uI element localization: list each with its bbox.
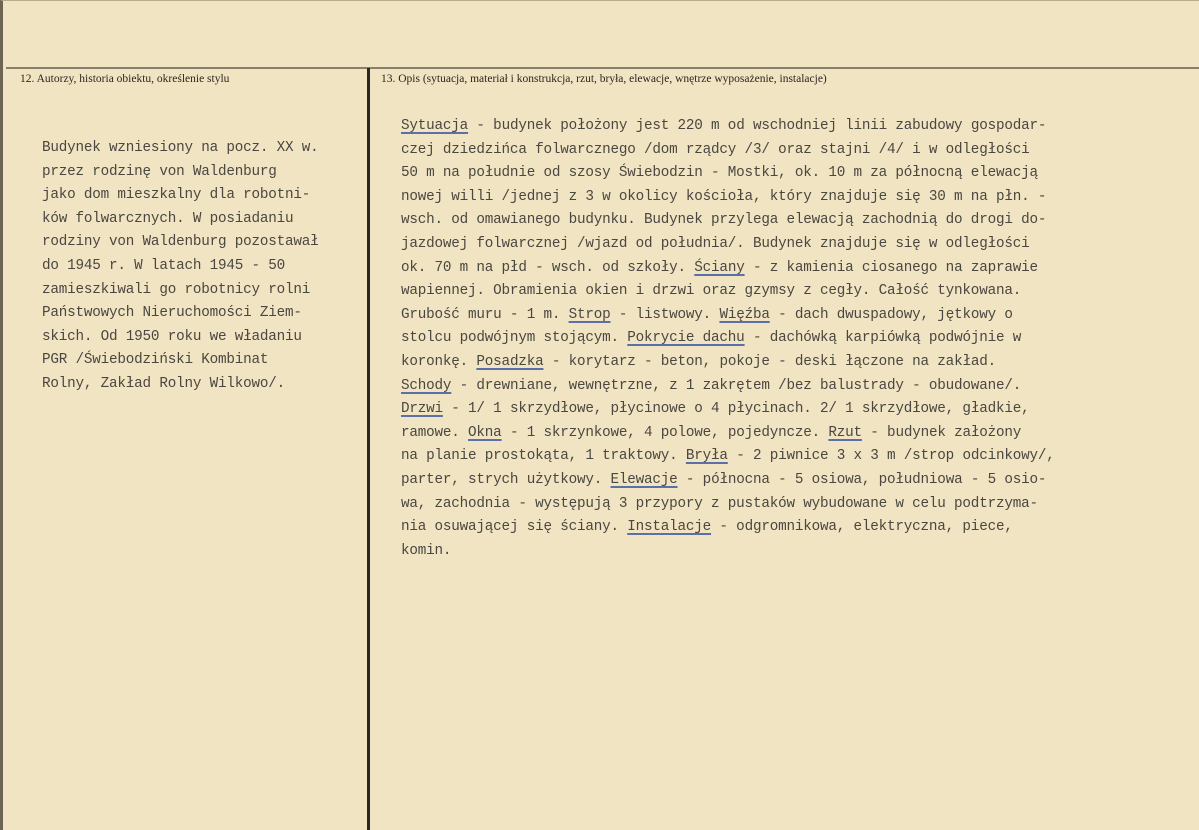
text-segment: wa, zachodnia - występują 3 przypory z pustaków wybudowane w celu podtrzyma- (401, 495, 1038, 512)
text-line (401, 516, 1181, 540)
section-keyword: Elewacje (610, 471, 678, 488)
text-segment: - 2 piwnice 3 x 3 m /strop odcinkowy/, (727, 448, 1055, 465)
text-line (401, 351, 1181, 375)
text-segment: - z kamienia ciosanego na zaprawie (744, 259, 1038, 276)
column-divider (367, 68, 370, 830)
text-line (401, 304, 1181, 328)
section-keyword: Ściany (694, 259, 745, 276)
text-line (401, 115, 1181, 139)
text-segment: nowej willi /jednej z 3 w okolicy kościoła, który znajduje się 30 m na płn. - (401, 188, 1047, 205)
text-segment: - drewniane, wewnętrzne, z 1 zakrętem /bez balustrady - obudowane/. (451, 377, 1022, 394)
section-keyword: Posadzka (476, 353, 544, 370)
text-segment: komin. (401, 542, 452, 559)
section-keyword: Pokrycie dachu (627, 330, 745, 347)
section-keyword: Więźba (719, 306, 770, 323)
text-line: PGR /Świebodziński Kombinat (42, 352, 269, 369)
section-13-header: 13. Opis (sytuacja, materiał i konstrukcja, rzut, bryła, elewacje, wnętrze wyposażenie, instalacje) (381, 73, 827, 85)
text-segment: - budynek położony jest 220 m od wschodniej linii zabudowy gospodar- (468, 118, 1047, 134)
text-line (401, 398, 1181, 422)
section-keyword: Schody (401, 377, 452, 394)
text-line (401, 493, 1181, 517)
text-segment: wsch. od omawianego budynku. Budynek przylega elewacją zachodnią do drogi do- (401, 212, 1047, 229)
section-12-header: 12. Autorzy, historia obiektu, określenie stylu (20, 73, 230, 85)
text-segment: stolcu podwójnym stojącym. (401, 330, 628, 347)
text-line: skich. Od 1950 roku we władaniu (42, 328, 302, 345)
text-segment: jazdowej folwarcznej /wjazd od południa/. Budynek znajduje się w odległości (401, 235, 1030, 252)
text-line (401, 139, 1181, 163)
text-segment: - listwowy. (610, 306, 720, 323)
text-line: do 1945 r. W latach 1945 - 50 (42, 257, 286, 274)
text-segment: - budynek założony (861, 424, 1022, 441)
section-keyword: Okna (468, 424, 502, 441)
text-line (401, 540, 1181, 564)
section-keyword: Rzut (828, 424, 862, 441)
text-segment: wapiennej. Obramienia okien i drzwi oraz gzymsy z cegły. Całość tynkowana. (401, 283, 1022, 300)
text-line: przez rodzinę von Waldenburg (42, 163, 277, 180)
text-segment: na planie prostokąta, 1 traktowy. (401, 448, 686, 465)
text-line: ków folwarcznych. W posiadaniu (42, 210, 294, 227)
text-segment: ok. 70 m na płd - wsch. od szkoły. (401, 259, 695, 276)
text-line: Państwowych Nieruchomości Ziem- (42, 305, 302, 322)
text-line (401, 186, 1181, 210)
header-divider (6, 67, 1199, 69)
text-line (401, 375, 1181, 399)
text-line: zamieszkiwali go robotnicy rolni (42, 281, 311, 298)
text-segment: - odgromnikowa, elektryczna, piece, (711, 519, 1013, 536)
text-segment: 50 m na południe od szosy Świebodzin - Mostki, ok. 10 m za północną elewacją (401, 165, 1038, 182)
text-line (401, 327, 1181, 351)
section-keyword: Sytuacja (401, 118, 469, 134)
section-13-text (401, 115, 1181, 563)
text-line (401, 233, 1181, 257)
text-segment: ramowe. (401, 424, 469, 441)
text-segment: Grubość muru - 1 m. (401, 306, 569, 323)
text-line (401, 162, 1181, 186)
text-segment: czej dziedzińca folwarcznego /dom rządcy /3/ oraz stajni /4/ i w odległości (401, 141, 1030, 158)
text-line (401, 469, 1181, 493)
section-keyword: Bryła (685, 448, 728, 465)
text-segment: - 1 skrzynkowe, 4 polowe, pojedyncze. (501, 424, 829, 441)
text-line: Rolny, Zakład Rolny Wilkowo/. (42, 375, 286, 392)
text-segment: nia osuwającej się ściany. (401, 519, 628, 536)
text-segment: - dachówką karpiówką podwójnie w (744, 330, 1022, 347)
section-12-text (42, 137, 362, 397)
text-line (401, 257, 1181, 281)
text-segment: - północna - 5 osiowa, południowa - 5 osio- (677, 471, 1047, 488)
text-segment: parter, strych użytkowy. (401, 471, 611, 488)
text-segment: - dach dwuspadowy, jętkowy o (769, 306, 1013, 323)
text-line: jako dom mieszkalny dla robotni- (42, 187, 311, 204)
section-keyword: Strop (568, 306, 611, 323)
text-line: Budynek wzniesiony na pocz. XX w. (42, 140, 319, 156)
text-line (401, 280, 1181, 304)
text-line (401, 422, 1181, 446)
text-segment: - 1/ 1 skrzydłowe, płycinowe o 4 płycinach. 2/ 1 skrzydłowe, gładkie, (442, 401, 1030, 418)
text-line: rodziny von Waldenburg pozostawał (42, 234, 319, 251)
text-line (401, 445, 1181, 469)
text-segment: - korytarz - beton, pokoje - deski łączone na zakład. (543, 353, 996, 370)
section-keyword: Drzwi (401, 401, 443, 418)
text-line (401, 209, 1181, 233)
section-keyword: Instalacje (627, 519, 712, 536)
text-segment: koronkę. (401, 353, 477, 370)
